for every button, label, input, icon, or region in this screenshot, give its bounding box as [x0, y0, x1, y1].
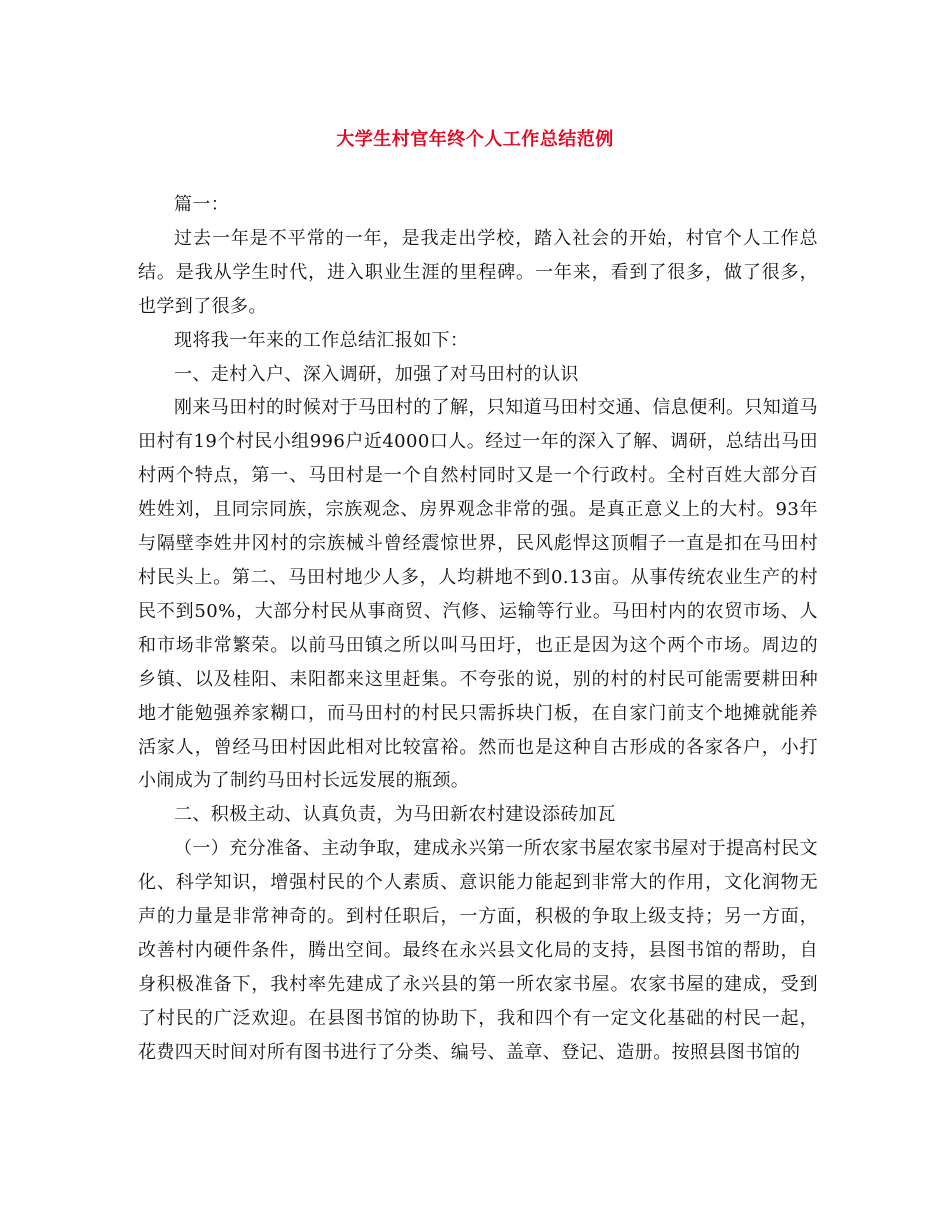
paragraph-heading-1: 一、走村入户、深入调研，加强了对马田村的认识	[174, 363, 579, 385]
paragraph-section-label: 篇一：	[174, 194, 230, 215]
paragraph-village-overview: 刚来马田村的时候对于马田村的了解，只知道马田村交通、信息便利。只知道马田村有19个村民小组996户近4000口人。经过一年的深入了解、调研，总结出马田村两个特点，第一、马田村是一个自然村同时又是一个行政村。全村百姓大部分百姓姓刘，且同宗同族，宗族观念、房界观念非常的强。是真正意义上的大村。93年与隔壁李姓井冈村的宗族械斗曾经震惊世界，民风彪悍这顶帽子一直是扣在马田村村民头上。第二、马田村地少人多，人均耕地不到0.13亩。从事传统农业生产的村民不到50%，大部分村民从事商贸、汽修、运输等行业。马田村内的农贸市场、人和市场非常繁荣。以前马田镇之所以叫马田圩，也正是因为这个两个市场。周边的乡镇、以及桂阳、耒阳都来这里赶集。不夸张的说，别的村的村民可能需要耕田种地才能勉强养家糊口，而马田村的村民只需拆块门板，在自家门前支个地摊就能养活家人，曾经马田村因此相对比较富裕。然而也是这种自古形成的各家各户，小打小闹成为了制约马田村长远发展的瓶颈。	[138, 397, 818, 792]
paragraph-library: （一）充分准备、主动争取，建成永兴第一所农家书屋农家书屋对于提高村民文化、科学知识，增强村民的个人素质、意识能力能起到非常大的作用，文化润物无声的力量是非常神奇的。到村任职后，一方面，积极的争取上级支持；另一方面，改善村内硬件条件，腾出空间。最终在永兴县文化局的支持，县图书馆的帮助，自身积极准备下，我村率先建成了永兴县的第一所农家书屋。农家书屋的建成，受到了村民的广泛欢迎。在县图书馆的协助下，我和四个有一定文化基础的村民一起，花费四天时间对所有图书进行了分类、编号、盖章、登记、造册。按照县图书馆的	[138, 838, 818, 1063]
paragraph-intro: 过去一年是不平常的一年，是我走出学校，踏入社会的开始，村官个人工作总结。是我从学生时代，进入职业生涯的里程碑。一年来，看到了很多，做了很多，也学到了很多。	[138, 227, 818, 317]
paragraph-heading-2: 二、积极主动、认真负责，为马田新农村建设添砖加瓦	[174, 804, 616, 826]
document-title: 大学生村官年终个人工作总结范例	[336, 129, 614, 150]
paragraph-report-lead: 现将我一年来的工作总结汇报如下：	[174, 329, 469, 351]
document-body	[138, 188, 818, 1070]
